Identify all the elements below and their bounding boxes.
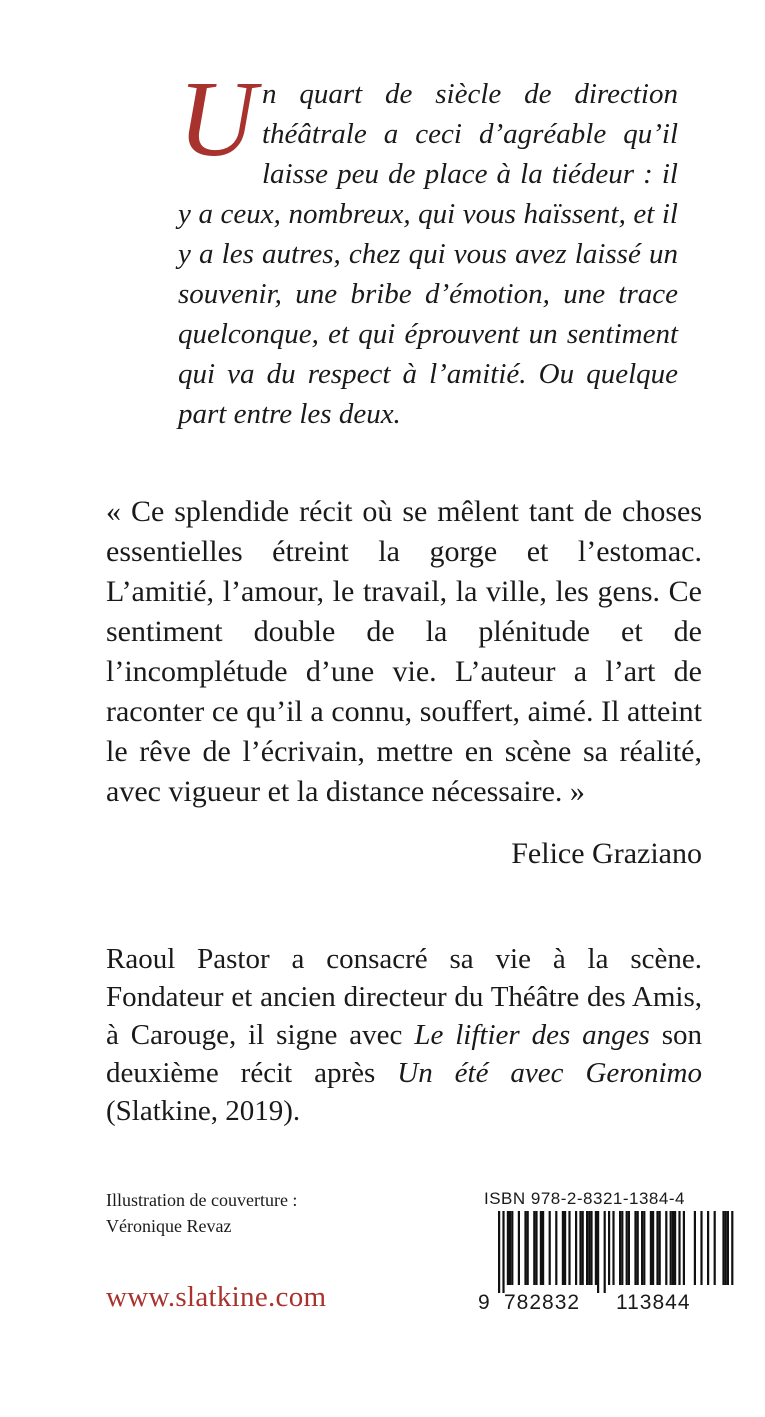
bio-book-title-2: Un été avec Geronimo: [397, 1057, 702, 1089]
excerpt-text: n quart de siècle de direction théâtrale a ceci d’agréable qu’il laisse peu de place à la tiédeur : il y a ceux, nombreux, qui vous haïssent, et il y a les autres, chez qui vous avez laissé un souvenir, une bribe d’émotion, une trace quelconque, et qui éprouvent un sentiment qui va du respect à l’amitié. Ou quelque part entre les deux.: [178, 78, 678, 430]
review-quote: « Ce splendide récit où se mêlent tant de choses essentielles étreint la gorge et l’estomac. L’amitié, l’amour, le travail, la ville, les gens. Ce sentiment double de la plénitude et de l’incomplétude d’une vie. L’auteur a l’art de raconter ce qu’il a connu, souffert, aimé. Il atteint le rêve de l’écrivain, mettre en scène sa réalité, avec vigueur et la distance nécessaire. »: [106, 495, 702, 808]
barcode-digits-group-1: 782832: [504, 1291, 581, 1314]
barcode-bars: [484, 1211, 734, 1293]
bio-text-3: (Slatkine, 2019).: [106, 1095, 301, 1127]
drop-cap: U: [178, 60, 256, 179]
credits-illustrator: Véronique Revaz: [106, 1216, 232, 1236]
bio-text-2: son deuxième récit après: [106, 1019, 702, 1089]
quote-author: Felice Graziano: [511, 837, 702, 870]
isbn-barcode: [478, 1189, 740, 1319]
barcode-digits-group-2: 113844: [616, 1291, 691, 1314]
isbn-label: ISBN 978-2-8321-1384-4: [484, 1189, 685, 1208]
book-excerpt: [178, 60, 678, 434]
bio-text-1: Raoul Pastor a consacré sa vie à la scène. Fondateur et ancien directeur du Théâtre des Amis, à Carouge, il signe avec: [106, 943, 702, 1051]
credits-label: Illustration de couverture :: [106, 1190, 298, 1210]
author-bio: [106, 940, 702, 1130]
publisher-website: www.slatkine.com: [106, 1281, 327, 1313]
cover-credits: [106, 1187, 406, 1239]
barcode-digit-first: 9: [478, 1291, 491, 1314]
bio-book-title-1: Le liftier des anges: [414, 1019, 650, 1051]
